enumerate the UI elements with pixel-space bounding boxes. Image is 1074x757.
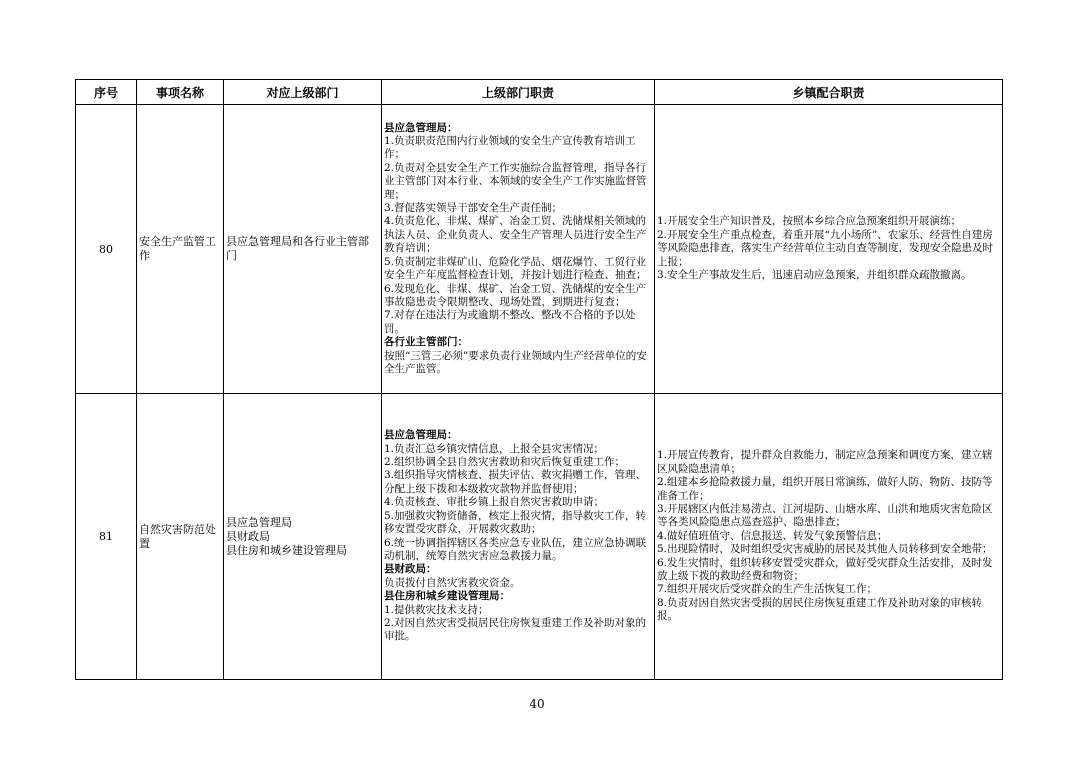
header-upper-dept: 对应上级部门 <box>224 80 382 105</box>
agency-title: 县应急管理局： <box>384 429 458 442</box>
dept-line: 县应急管理局和各行业主管部门 <box>226 235 369 262</box>
town-duty-line: 1.开展宣传教育，提升群众自救能力，制定应急预案和调度方案，建立辖区风险隐患清单； <box>657 449 993 475</box>
duty-line: 4.负责核查、审批乡镇上报自然灾害救助申请； <box>384 496 605 509</box>
row-seq: 80 <box>76 105 137 394</box>
duty-line: 5.负责制定非煤矿山、危险化学品、烟花爆竹、工贸行业安全生产年度监督检查计划，并按计划进行检查、抽查； <box>384 255 647 282</box>
duty-line: 2.组织协调全县自然灾害救助和灾后恢复重建工作； <box>384 456 626 469</box>
agency-title: 各行业主管部门： <box>384 336 468 349</box>
duty-line: 3.督促落实领导干部安全生产责任制； <box>384 202 563 215</box>
town-duty-line: 3.开展辖区内低洼易涝点、江河堤防、山塘水库、山洪和地质灾害危险区等各类风险隐患点巡查巡护、隐患排查； <box>657 502 993 529</box>
table-row <box>76 105 1003 394</box>
duty-line: 5.加强救灾物资储备，核定上报灾情，指导救灾工作，转移安置受灾群众，开展救灾救助； <box>384 509 647 536</box>
header-seq: 序号 <box>76 80 137 105</box>
page-number: 40 <box>529 697 545 711</box>
row-upper-duties <box>382 105 655 394</box>
agency-title: 县应急管理局： <box>384 121 458 134</box>
row-dept <box>224 105 382 394</box>
duty-line: 6.发现危化、非煤、煤矿、冶金工贸、洗储煤的安全生产事故隐患责令限期整改、现场处置，到期进行复查； <box>384 282 647 308</box>
table-header-row <box>76 80 1003 105</box>
agency-title: 县财政局： <box>384 563 437 576</box>
town-duty-line: 5.出现险情时，及时组织受灾害威胁的居民及其他人员转移到安全地带； <box>657 543 993 556</box>
duty-line: 负责拨付自然灾害救灾资金。 <box>384 576 521 589</box>
duty-line: 2.对因自然灾害受损居民住房恢复重建工作及补助对象的审批。 <box>384 616 647 643</box>
duty-line: 4.负责危化、非煤、煤矿、冶金工贸、洗储煤相关领域的执法人员、企业负责人、安全生产管理人员进行安全生产教育培训； <box>384 215 647 255</box>
duty-line: 2.负责对全县安全生产工作实施综合监督管理，指导各行业主管部门对本行业、本领域的安全生产工作实施监督管理； <box>384 161 647 201</box>
duty-line: 7.对存在违法行为或逾期不整改、整改不合格的予以处罚。 <box>384 309 636 335</box>
header-town-duties: 乡镇配合职责 <box>655 80 1003 105</box>
agency-title: 县住房和城乡建设管理局： <box>384 590 510 603</box>
town-duty-line: 2.组建本乡抢险救援力量，组织开展日常演练，做好人防、物防、技防等准备工作； <box>657 476 993 502</box>
town-duty-line: 2.开展安全生产重点检查，着重开展“九小场所”、农家乐、经营性自建房等风险隐患排查，落实生产经营单位主动自查等制度，发现安全隐患及时上报； <box>657 228 993 268</box>
duty-table <box>75 79 1003 680</box>
dept-line: 县财政局 <box>226 529 270 543</box>
duty-line: 3.组织指导灾情核查、损失评估、救灾捐赠工作，管理、分配上级下拨和本级救灾款物并监督使用； <box>384 469 647 495</box>
duty-line: 1.负责职责范围内行业领域的安全生产宣传教育培训工作； <box>384 135 636 161</box>
town-duty-line: 1.开展安全生产知识普及，按照本乡综合应急预案组织开展演练； <box>657 215 962 228</box>
duty-line: 按照“三管三必须”要求负责行业领域内生产经营单位的安全生产监管。 <box>384 349 647 375</box>
duty-line: 1.提供救灾技术支持； <box>384 603 489 616</box>
town-duty-line: 6.发生灾情时，组织转移安置受灾群众，做好受灾群众生活安排，及时发放上级下拨的救助经费和物资； <box>657 556 993 583</box>
dept-line: 县住房和城乡建设管理局 <box>226 543 347 557</box>
town-duty-line: 7.组织开展灾后受灾群众的生产生活恢复工作； <box>657 583 878 596</box>
duty-line: 6.统一协调指挥辖区各类应急专业队伍，建立应急协调联动机制，统筹自然灾害应急救援力量。 <box>384 536 647 562</box>
row-town-duties <box>655 394 1003 680</box>
town-duty-line: 3.安全生产事故发生后，迅速启动应急预案，并组织群众疏散撤离。 <box>657 269 972 282</box>
row-town-duties <box>655 105 1003 394</box>
town-duty-line: 4.做好值班值守、信息报送、转发气象预警信息； <box>657 529 888 542</box>
town-duty-line: 8.负责对因自然灾害受损的居民住房恢复重建工作及补助对象的审核转报。 <box>657 596 983 623</box>
row-seq: 81 <box>76 394 137 680</box>
row-dept <box>224 394 382 680</box>
header-upper-duties: 上级部门职责 <box>382 80 655 105</box>
table-row <box>76 394 1003 680</box>
dept-line: 县应急管理局 <box>226 515 292 529</box>
duty-line: 1.负责汇总乡镇灾情信息，上报全县灾害情况； <box>384 442 605 455</box>
row-item-name: 自然灾害防范处置 <box>137 394 224 680</box>
header-item-name: 事项名称 <box>137 80 224 105</box>
row-upper-duties <box>382 394 655 680</box>
row-item-name: 安全生产监管工作 <box>137 105 224 394</box>
